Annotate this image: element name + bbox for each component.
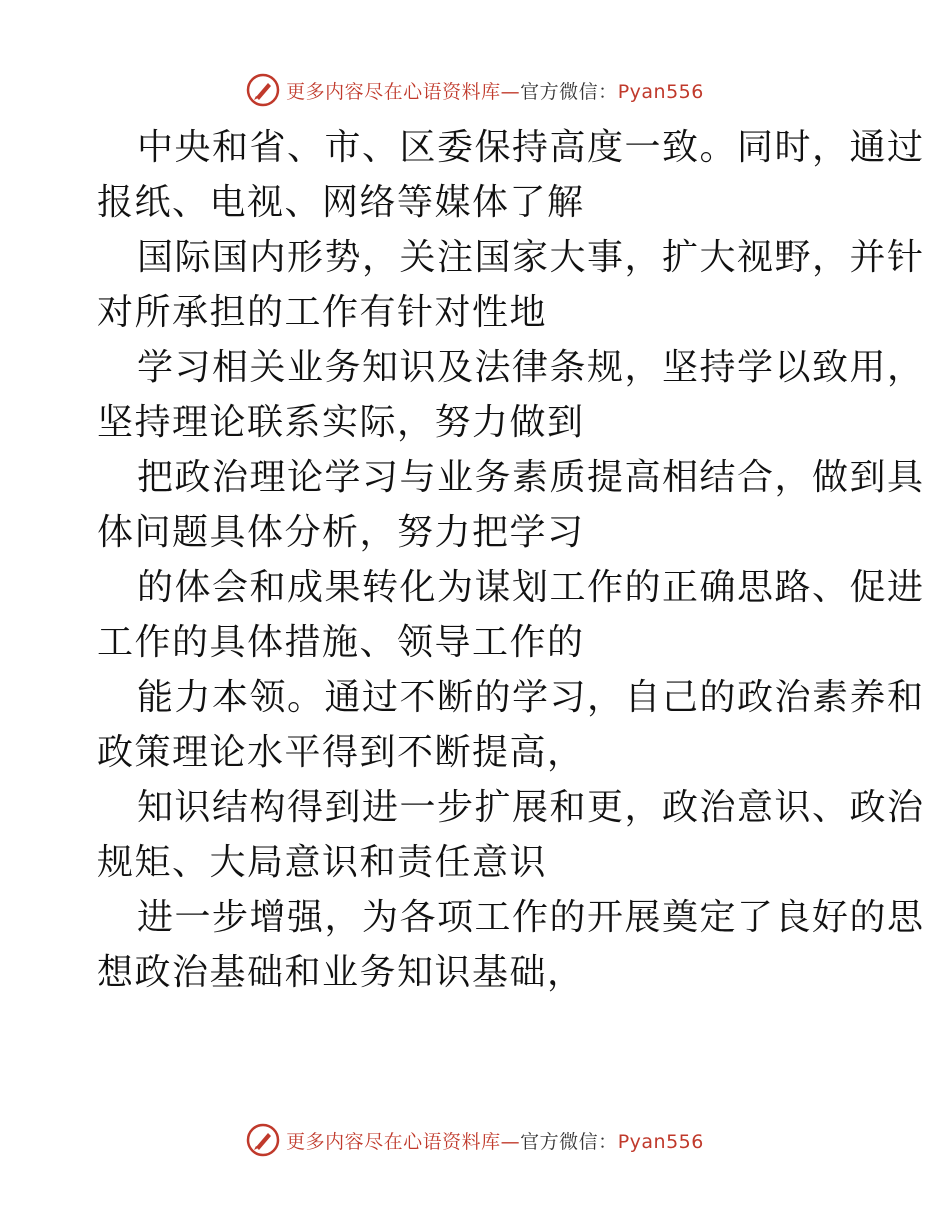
paragraph-line: 想政治基础和业务知识基础， xyxy=(97,952,585,993)
paragraph-line: 知识结构得到进一步扩展和更，政治意识、政治 xyxy=(137,787,925,828)
paragraph-line: 中央和省、市、区委保持高度一致。同时，通过 xyxy=(137,127,925,168)
footer-brand: 更多内容尽在心语资料库 xyxy=(286,1130,501,1153)
paragraph-line: 规矩、大局意识和责任意识 xyxy=(97,842,548,883)
paragraph-line: 进一步增强，为各项工作的开展奠定了良好的思 xyxy=(137,897,925,938)
header-banner xyxy=(0,70,950,110)
footer-banner-text xyxy=(286,1127,704,1154)
header-wechat-label: 官方微信： xyxy=(520,80,618,103)
paragraph-line: 能力本领。通过不断的学习，自己的政治素养和 xyxy=(137,677,925,718)
paragraph-line: 报纸、电视、网络等媒体了解 xyxy=(97,182,585,223)
footer-wechat-label: 官方微信： xyxy=(520,1130,618,1153)
paragraph-line: 工作的具体措施、领导工作的 xyxy=(97,622,585,663)
footer-wechat-id: Pyan556 xyxy=(617,1130,704,1153)
quill-pen-logo-icon xyxy=(246,73,280,107)
paragraph-line: 坚持理论联系实际，努力做到 xyxy=(97,402,585,443)
paragraph-line: 政策理论水平得到不断提高， xyxy=(97,732,585,773)
footer-separator: — xyxy=(500,1130,521,1153)
header-brand: 更多内容尽在心语资料库 xyxy=(286,80,501,103)
document-body xyxy=(97,120,925,1000)
quill-pen-logo-icon xyxy=(246,1123,280,1157)
header-wechat-id: Pyan556 xyxy=(617,80,704,103)
paragraph-line: 的体会和成果转化为谋划工作的正确思路、促进 xyxy=(137,567,925,608)
header-banner-text xyxy=(286,77,704,104)
paragraph-line: 对所承担的工作有针对性地 xyxy=(97,292,548,333)
header-separator: — xyxy=(500,80,521,103)
paragraph-line: 学习相关业务知识及法律条规，坚持学以致用， xyxy=(137,347,925,388)
paragraph-line: 把政治理论学习与业务素质提高相结合，做到具 xyxy=(137,457,925,498)
footer-banner xyxy=(0,1120,950,1160)
paragraph-line: 国际国内形势，关注国家大事，扩大视野，并针 xyxy=(137,237,925,278)
paragraph-line: 体问题具体分析，努力把学习 xyxy=(97,512,585,553)
